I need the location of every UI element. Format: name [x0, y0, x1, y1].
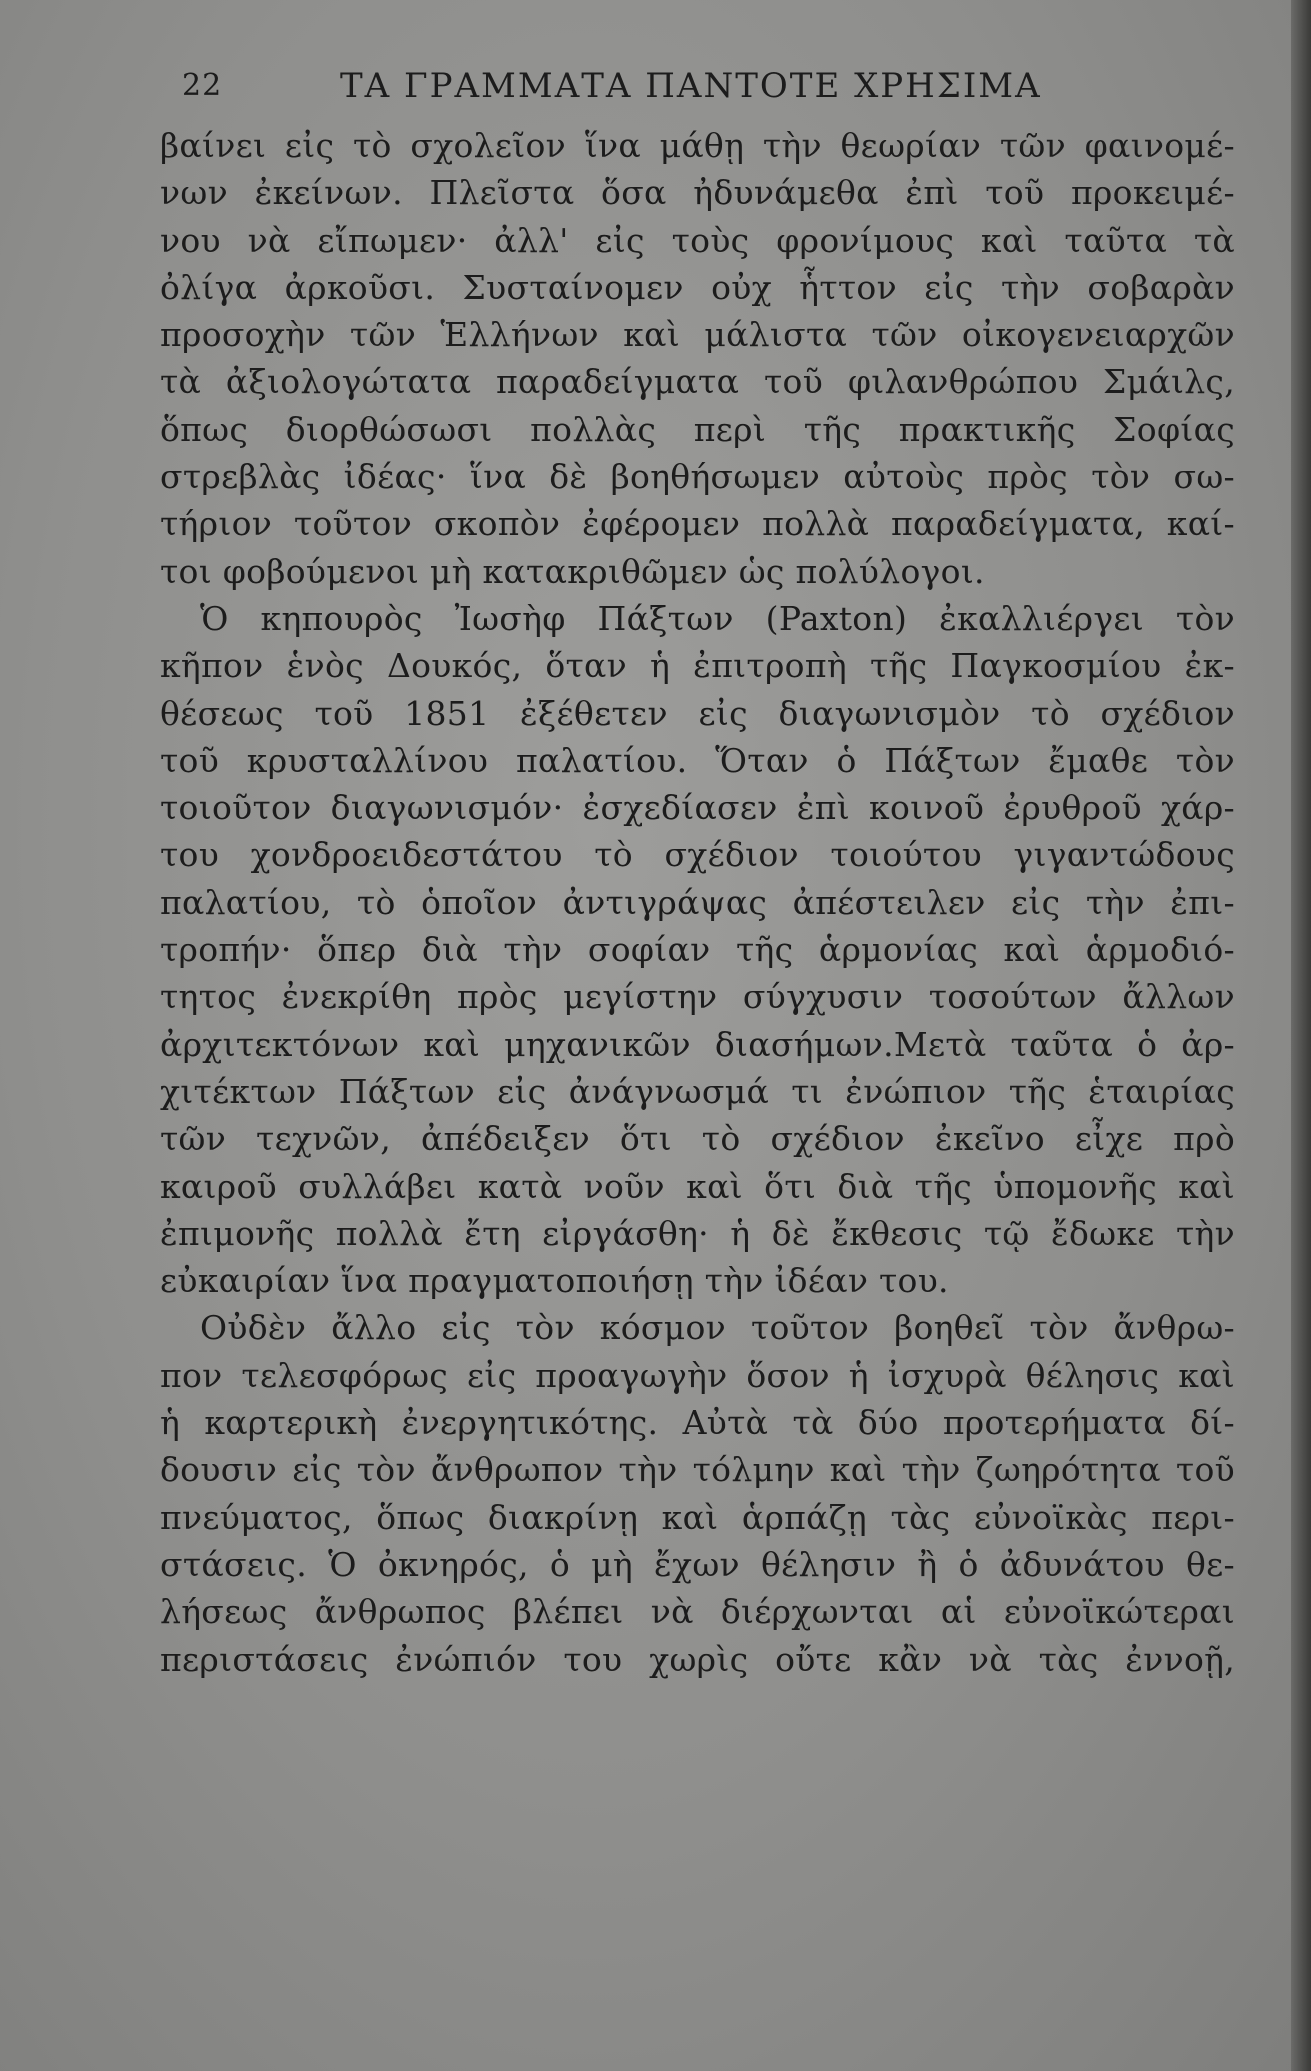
text-line: Οὐδὲν ἄλλο εἰς τὸν κόσμον τοῦτον βοηθεῖ τὸν ἄνθρω-	[200, 1308, 1235, 1348]
text-line: ἐπιμονῆς πολλὰ ἔτη εἰργάσθη· ἡ δὲ ἔκθεσις τῷ ἔδωκε τὴν	[160, 1213, 1235, 1253]
text-line: βαίνει εἰς τὸ σχολεῖον ἵνα μάθῃ τὴν θεωρίαν τῶν φαινομέ-	[160, 126, 1235, 165]
text-line: ὅπως διορθώσωσι πολλὰς περὶ τῆς πρακτικῆς Σοφίας	[160, 409, 1235, 449]
text-line: δουσιν εἰς τὸν ἄνθρωπον τὴν τόλμην καὶ τὴν ζωηρότητα τοῦ	[160, 1450, 1235, 1490]
text-line: Ὁ κηπουρὸς Ἰωσὴφ Πάξτων (Paxton) ἐκαλλιέργει τὸν	[200, 598, 1235, 638]
text-line: παλατίου, τὸ ὁποῖον ἀντιγράψας ἀπέστειλεν εἰς τὴν ἐπι-	[160, 882, 1235, 922]
text-line: λήσεως ἄνθρωπος βλέπει νὰ διέρχωνται αἱ εὐνοϊκώτεραι	[160, 1592, 1235, 1632]
text-line: καιροῦ συλλάβει κατὰ νοῦν καὶ ὅτι διὰ τῆς ὑπομονῆς καὶ	[160, 1166, 1235, 1206]
book-page	[160, 62, 1235, 1683]
text-line: πνεύματος, ὅπως διακρίνῃ καὶ ἁρπάζῃ τὰς εὐνοϊκὰς περι-	[160, 1497, 1235, 1537]
text-line: του χονδροειδεστάτου τὸ σχέδιον τοιούτου γιγαντώδους	[160, 835, 1235, 875]
text-line: εὐκαιρίαν ἵνα πραγματοποιήσῃ τὴν ἰδέαν του.	[160, 1261, 949, 1301]
text-line: χιτέκτων Πάξτων εἰς ἀνάγνωσμά τι ἐνώπιον τῆς ἑταιρίας	[160, 1071, 1235, 1111]
page-edge-shadow	[1291, 0, 1311, 2071]
text-line: κῆπον ἑνὸς Δουκός, ὅταν ἡ ἐπιτροπὴ τῆς Παγκοσμίου ἐκ-	[160, 646, 1235, 686]
text-line: τροπήν· ὅπερ διὰ τὴν σοφίαν τῆς ἁρμονίας καὶ ἁρμοδιό-	[160, 930, 1235, 970]
text-line: ἀρχιτεκτόνων καὶ μηχανικῶν διασήμων.Μετὰ ταῦτα ὁ ἀρ-	[160, 1024, 1235, 1064]
page-header	[160, 62, 1235, 122]
text-line: τοιοῦτον διαγωνισμόν· ἐσχεδίασεν ἐπὶ κοινοῦ ἐρυθροῦ χάρ-	[160, 788, 1235, 828]
text-line: ὀλίγα ἀρκοῦσι. Συσταίνομεν οὐχ ἧττον εἰς τὴν σοβαρὰν	[160, 267, 1235, 307]
text-line: θέσεως τοῦ 1851 ἐξέθετεν εἰς διαγωνισμὸν τὸ σχέδιον	[160, 693, 1235, 733]
text-line: τῶν τεχνῶν, ἀπέδειξεν ὅτι τὸ σχέδιον ἐκεῖνο εἶχε πρὸ	[160, 1119, 1235, 1159]
text-line: στρεβλὰς ἰδέας· ἵνα δὲ βοηθήσωμεν αὐτοὺς πρὸς τὸν σω-	[160, 457, 1235, 497]
body-text	[160, 122, 1235, 1683]
text-line: τοι φοβούμενοι μὴ κατακριθῶμεν ὡς πολύλογοι.	[160, 551, 985, 591]
text-line: περιστάσεις ἐνώπιόν του χωρὶς οὔτε κἂν νὰ τὰς ἐννοῇ,	[160, 1639, 1235, 1679]
text-line: πον τελεσφόρως εἰς προαγωγὴν ὅσον ἡ ἰσχυρὰ θέλησις καὶ	[160, 1355, 1235, 1395]
text-line: τήριον τοῦτον σκοπὸν ἐφέρομεν πολλὰ παραδείγματα, καί-	[160, 504, 1235, 544]
text-line: νων ἐκείνων. Πλεῖστα ὅσα ἠδυνάμεθα ἐπὶ τοῦ προκειμέ-	[160, 173, 1235, 213]
running-title: ΤΑ ΓΡΑΜΜΑΤΑ ΠΑΝΤΟΤΕ ΧΡΗΣΙΜΑ	[340, 66, 1042, 106]
text-line: ἡ καρτερικὴ ἐνεργητικότης. Αὐτὰ τὰ δύο προτερήματα δί-	[160, 1403, 1235, 1443]
text-line: νου νὰ εἴπωμεν· ἀλλ' εἰς τοὺς φρονίμους καὶ ταῦτα τὰ	[160, 220, 1235, 260]
text-line: προσοχὴν τῶν Ἑλλήνων καὶ μάλιστα τῶν οἰκογενειαρχῶν	[160, 315, 1235, 355]
text-line: στάσεις. Ὁ ὀκνηρός, ὁ μὴ ἔχων θέλησιν ἢ ὁ ἀδυνάτου θε-	[160, 1544, 1235, 1584]
text-line: τοῦ κρυσταλλίνου παλατίου. Ὅταν ὁ Πάξτων ἔμαθε τὸν	[160, 740, 1235, 780]
text-line: τητος ἐνεκρίθη πρὸς μεγίστην σύγχυσιν τοσούτων ἄλλων	[160, 977, 1235, 1017]
text-line: τὰ ἀξιολογώτατα παραδείγματα τοῦ φιλανθρώπου Σμάιλς,	[160, 362, 1235, 402]
page-number: 22	[182, 68, 223, 103]
